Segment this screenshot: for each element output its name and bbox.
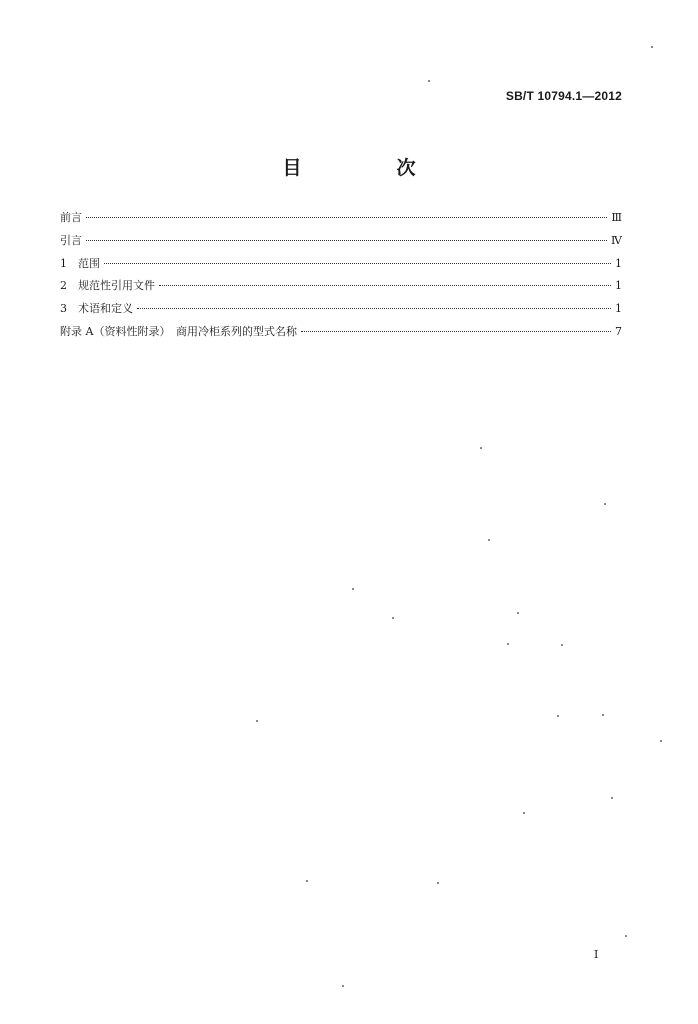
toc-entry-page: 7 bbox=[615, 324, 622, 338]
toc-entry-label: 2 规范性引用文件 bbox=[60, 279, 155, 293]
toc-entry-page: 1 bbox=[615, 279, 622, 293]
toc-entry-annex-a[interactable] bbox=[60, 323, 622, 346]
scan-speck bbox=[306, 880, 308, 882]
dot-leader bbox=[137, 308, 611, 309]
scan-speck bbox=[611, 797, 613, 799]
scan-speck bbox=[557, 715, 559, 717]
toc-entry-terms-definitions[interactable] bbox=[60, 300, 622, 323]
scan-speck bbox=[517, 612, 519, 614]
scan-speck bbox=[507, 643, 509, 645]
toc-entry-page: Ⅳ bbox=[611, 233, 622, 247]
page-number: Ⅰ bbox=[594, 948, 599, 961]
scan-speck bbox=[392, 617, 394, 619]
scan-speck bbox=[352, 588, 354, 590]
scan-speck bbox=[428, 80, 430, 82]
toc-entry-label: 引言 bbox=[60, 233, 82, 247]
scan-speck bbox=[256, 720, 258, 722]
scan-speck bbox=[523, 812, 525, 814]
toc-entry-introduction[interactable] bbox=[60, 232, 622, 255]
scan-speck bbox=[602, 714, 604, 716]
dot-leader bbox=[86, 217, 607, 218]
toc-entry-label: 1 范围 bbox=[60, 256, 100, 270]
dot-leader bbox=[86, 240, 607, 241]
toc-entry-foreword[interactable] bbox=[60, 209, 622, 232]
dot-leader bbox=[159, 285, 611, 286]
table-of-contents bbox=[60, 209, 622, 346]
toc-entry-normative-references[interactable] bbox=[60, 277, 622, 300]
toc-entry-page: Ⅲ bbox=[611, 211, 622, 224]
scan-speck bbox=[488, 539, 490, 541]
scan-speck bbox=[480, 447, 482, 449]
toc-title: 目 次 bbox=[282, 157, 454, 179]
scan-speck bbox=[437, 882, 439, 884]
toc-entry-page: 1 bbox=[615, 302, 622, 316]
scan-speck bbox=[342, 985, 344, 987]
dot-leader bbox=[104, 263, 611, 264]
scan-speck bbox=[651, 46, 653, 48]
scan-speck bbox=[604, 503, 606, 505]
toc-entry-label: 附录 A（资料性附录） 商用冷柜系列的型式名称 bbox=[60, 324, 297, 338]
document-code: SB/T 10794.1—2012 bbox=[505, 89, 622, 103]
scan-speck bbox=[625, 935, 627, 937]
toc-entry-label: 3 术语和定义 bbox=[60, 302, 133, 316]
scan-speck bbox=[660, 740, 662, 742]
dot-leader bbox=[301, 331, 611, 332]
toc-entry-scope[interactable] bbox=[60, 255, 622, 278]
toc-entry-label: 前言 bbox=[60, 211, 82, 224]
scan-speck bbox=[561, 644, 563, 646]
toc-entry-page: 1 bbox=[615, 256, 622, 270]
